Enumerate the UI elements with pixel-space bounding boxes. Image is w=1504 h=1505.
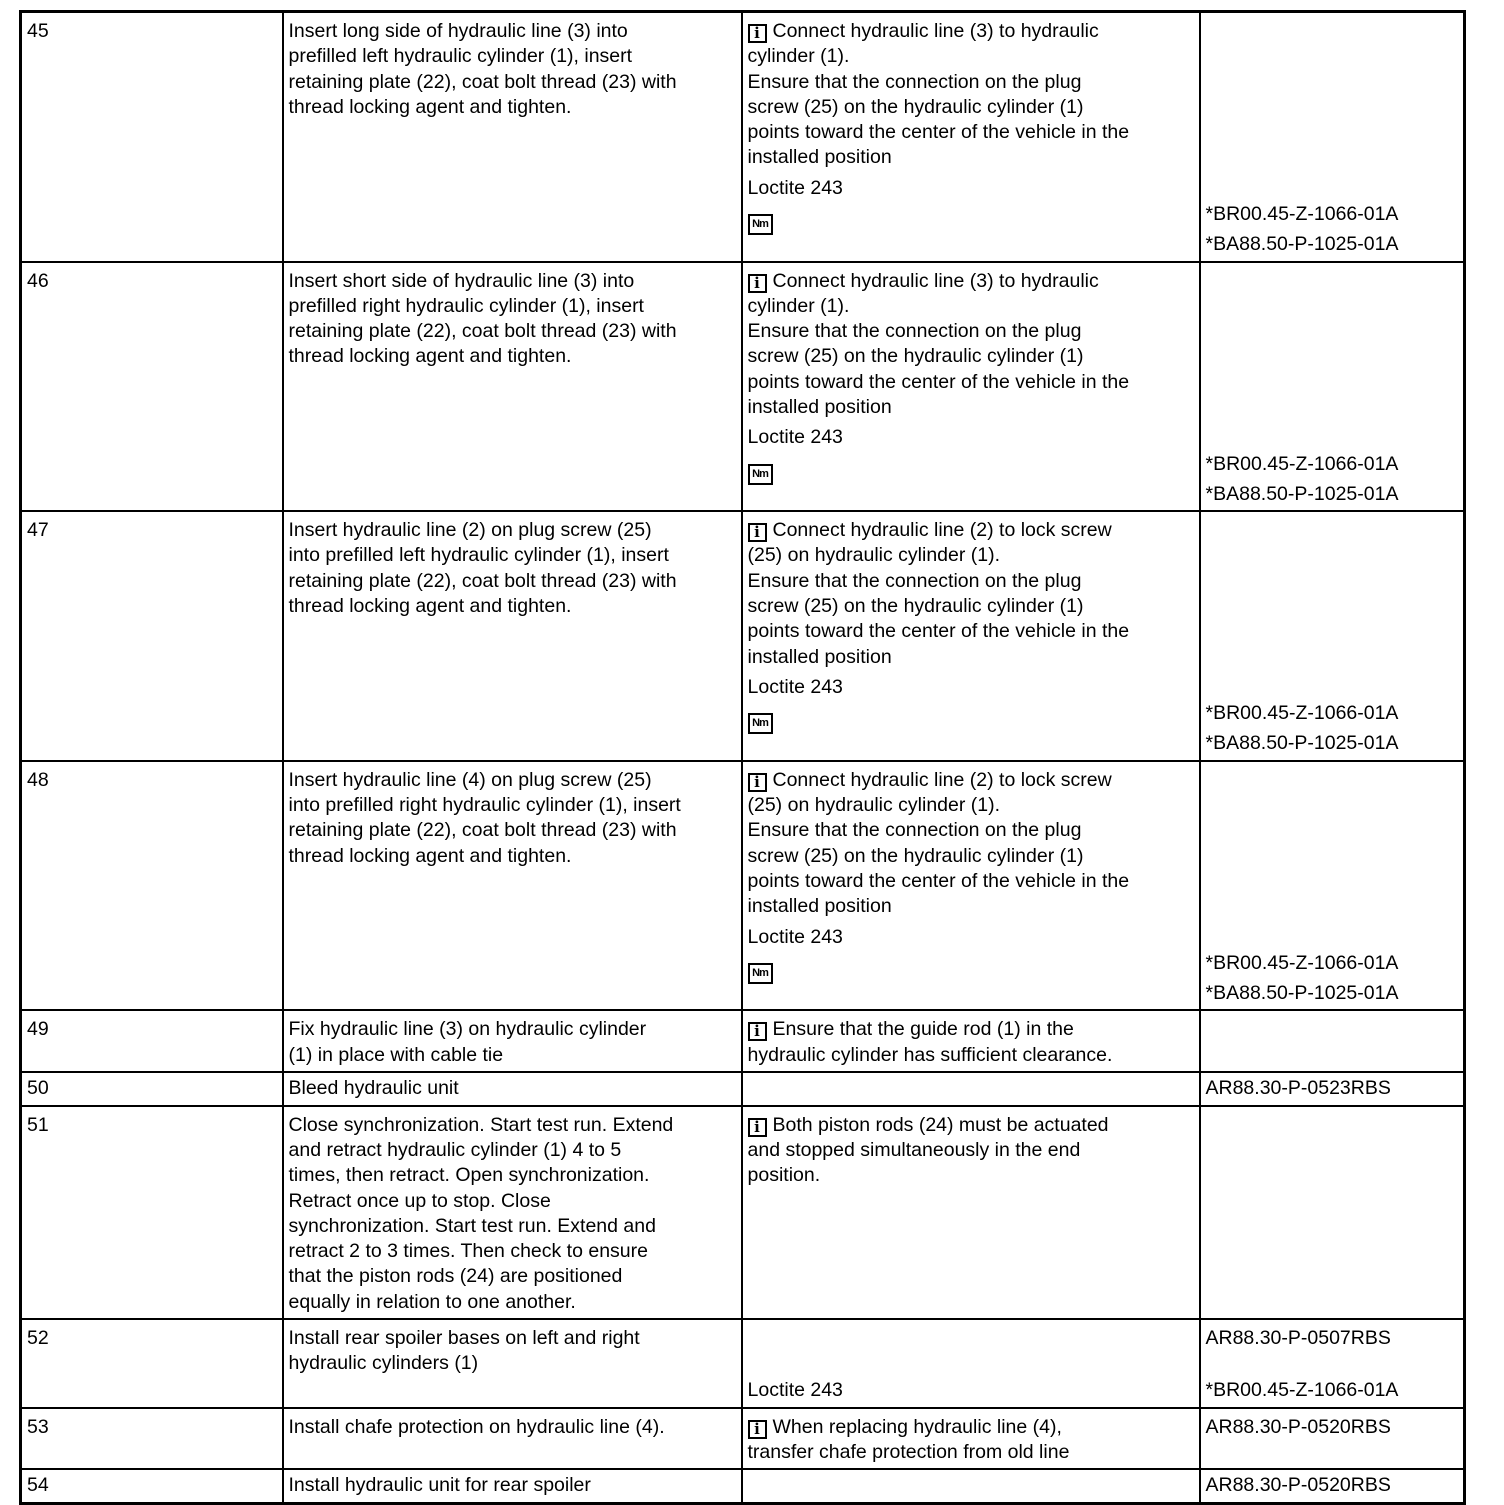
reference-link[interactable]: *BA88.50-P-1025-01A <box>1205 482 1399 505</box>
operation-line: Close synchronization. Start test run. Extend <box>288 1113 674 1136</box>
torque-icon: Nm <box>748 713 773 734</box>
reference-link[interactable]: AR88.30-P-0520RBS <box>1205 1415 1391 1438</box>
note-line: points toward the center of the vehicle in the <box>747 370 1130 393</box>
reference-cell <box>1200 1408 1465 1470</box>
operation-cell <box>283 761 742 1011</box>
info-icon: i <box>748 773 767 792</box>
note-line: Connect hydraulic line (2) to lock screw <box>772 768 1112 791</box>
reference-link[interactable]: *BA88.50-P-1025-01A <box>1205 732 1399 755</box>
reference-cell <box>1200 1469 1465 1503</box>
operation-line: hydraulic cylinders (1) <box>288 1352 479 1375</box>
note-line: Ensure that the connection on the plug <box>747 320 1082 343</box>
operation-cell <box>283 1319 742 1408</box>
table-row <box>21 1106 1465 1319</box>
operation-line: Insert short side of hydraulic line (3) into <box>288 269 635 292</box>
note-line: and stopped simultaneously in the end <box>747 1138 1081 1161</box>
step-number: 47 <box>27 519 49 542</box>
operation-cell <box>283 1072 742 1105</box>
thread-locker-label: Loctite 243 <box>747 675 843 698</box>
operation-line: retract 2 to 3 times. Then check to ensure <box>288 1240 648 1263</box>
step-cell <box>21 1319 283 1408</box>
operation-line: Install hydraulic unit for rear spoiler <box>288 1474 591 1497</box>
thread-locker-label: Loctite 243 <box>747 426 843 449</box>
note-line: screw (25) on the hydraulic cylinder (1) <box>747 95 1084 118</box>
note-line: hydraulic cylinder has sufficient clearance. <box>747 1043 1113 1066</box>
operation-line: Insert hydraulic line (4) on plug screw (25) <box>288 768 652 791</box>
table-row <box>21 1408 1465 1470</box>
operation-line: retaining plate (22), coat bolt thread (23) with <box>288 70 677 93</box>
table-row <box>21 1319 1465 1408</box>
table-row <box>21 761 1465 1011</box>
info-icon: i <box>748 1420 767 1439</box>
reference-cell <box>1200 1319 1465 1408</box>
note-line: position. <box>747 1164 821 1187</box>
step-cell <box>21 761 283 1011</box>
step-number: 53 <box>27 1415 49 1438</box>
procedure-table <box>19 10 1466 1505</box>
operation-line: Insert hydraulic line (2) on plug screw (25) <box>288 519 652 542</box>
operation-line: Install chafe protection on hydraulic line (4). <box>288 1415 665 1438</box>
operation-line: Fix hydraulic line (3) on hydraulic cylinder <box>288 1018 647 1041</box>
thread-locker-label: Loctite 243 <box>747 1379 843 1402</box>
operation-line: Install rear spoiler bases on left and right <box>288 1327 640 1350</box>
note-line: Connect hydraulic line (3) to hydraulic <box>772 269 1099 292</box>
torque-icon: Nm <box>748 214 773 235</box>
note-line: points toward the center of the vehicle in the <box>747 869 1130 892</box>
torque-icon: Nm <box>748 963 773 984</box>
reference-link[interactable]: AR88.30-P-0507RBS <box>1205 1327 1391 1350</box>
operation-cell <box>283 1469 742 1503</box>
info-icon: i <box>748 1118 767 1137</box>
operation-cell <box>283 1408 742 1470</box>
operation-line: Bleed hydraulic unit <box>288 1077 459 1100</box>
operation-line: prefilled right hydraulic cylinder (1), insert <box>288 294 644 317</box>
step-number: 48 <box>27 768 49 791</box>
operation-line: retaining plate (22), coat bolt thread (23) with <box>288 569 677 592</box>
note-cell <box>742 1010 1200 1072</box>
operation-line: synchronization. Start test run. Extend and <box>288 1214 656 1237</box>
note-line: Ensure that the connection on the plug <box>747 819 1082 842</box>
table-row <box>21 1469 1465 1503</box>
step-cell <box>21 1408 283 1470</box>
operation-line: Insert long side of hydraulic line (3) into <box>288 20 628 42</box>
table-row <box>21 1010 1465 1072</box>
thread-locker-label: Loctite 243 <box>747 176 843 199</box>
note-cell <box>742 12 1200 262</box>
note-line: (25) on hydraulic cylinder (1). <box>747 544 1001 567</box>
operation-line: thread locking agent and tighten. <box>288 95 572 118</box>
operation-line: Retract once up to stop. Close <box>288 1189 551 1212</box>
operation-cell <box>283 511 742 761</box>
operation-line: retaining plate (22), coat bolt thread (23) with <box>288 320 677 343</box>
operation-line: and retract hydraulic cylinder (1) 4 to 5 <box>288 1138 622 1161</box>
operation-cell <box>283 1106 742 1319</box>
note-cell <box>742 1408 1200 1470</box>
note-cell <box>742 1106 1200 1319</box>
info-icon: i <box>748 1022 767 1041</box>
note-line: points toward the center of the vehicle in the <box>747 121 1130 144</box>
operation-cell <box>283 12 742 262</box>
operation-cell <box>283 1010 742 1072</box>
step-cell <box>21 1072 283 1105</box>
table-row <box>21 1072 1465 1105</box>
note-line: installed position <box>747 396 892 419</box>
step-number: 51 <box>27 1113 49 1136</box>
note-line: transfer chafe protection from old line <box>747 1440 1070 1463</box>
step-number: 52 <box>27 1327 49 1350</box>
table-row <box>21 262 1465 512</box>
operation-cell <box>283 262 742 512</box>
operation-line: thread locking agent and tighten. <box>288 844 572 867</box>
info-icon: i <box>748 274 767 293</box>
note-line: Ensure that the connection on the plug <box>747 70 1082 93</box>
note-line: points toward the center of the vehicle in the <box>747 620 1130 643</box>
note-line: screw (25) on the hydraulic cylinder (1) <box>747 844 1084 867</box>
note-line: Connect hydraulic line (3) to hydraulic <box>772 20 1099 42</box>
note-line: screw (25) on the hydraulic cylinder (1) <box>747 595 1084 618</box>
reference-cell <box>1200 1072 1465 1105</box>
note-line: (25) on hydraulic cylinder (1). <box>747 794 1001 817</box>
note-line: Connect hydraulic line (2) to lock screw <box>772 519 1112 542</box>
note-line: installed position <box>747 895 892 918</box>
reference-link[interactable]: AR88.30-P-0523RBS <box>1205 1077 1391 1100</box>
reference-link[interactable]: *BA88.50-P-1025-01A <box>1205 233 1399 256</box>
step-cell <box>21 1469 283 1503</box>
note-line: installed position <box>747 146 892 169</box>
note-cell <box>742 1319 1200 1408</box>
note-line: screw (25) on the hydraulic cylinder (1) <box>747 345 1084 368</box>
reference-link[interactable]: *BR00.45-Z-1066-01A <box>1205 452 1399 475</box>
step-cell <box>21 1010 283 1072</box>
reference-link[interactable]: *BR00.45-Z-1066-01A <box>1205 702 1399 725</box>
note-line: Both piston rods (24) must be actuated <box>772 1113 1109 1136</box>
reference-link[interactable]: *BR00.45-Z-1066-01A <box>1205 203 1399 225</box>
operation-line: thread locking agent and tighten. <box>288 345 572 368</box>
operation-line: times, then retract. Open synchronization. <box>288 1164 650 1187</box>
reference-cell <box>1200 262 1465 512</box>
note-line: When replacing hydraulic line (4), <box>772 1415 1062 1438</box>
reference-cell <box>1200 12 1465 262</box>
step-cell <box>21 1106 283 1319</box>
note-cell <box>742 1072 1200 1105</box>
operation-line: prefilled left hydraulic cylinder (1), insert <box>288 45 633 68</box>
operation-line: into prefilled left hydraulic cylinder (1), insert <box>288 544 669 567</box>
torque-icon: Nm <box>748 464 773 485</box>
reference-cell <box>1200 511 1465 761</box>
table-row <box>21 511 1465 761</box>
note-cell <box>742 1469 1200 1503</box>
reference-link[interactable]: AR88.30-P-0520RBS <box>1205 1474 1391 1497</box>
reference-link[interactable]: *BA88.50-P-1025-01A <box>1205 982 1399 1005</box>
note-cell <box>742 511 1200 761</box>
step-cell <box>21 262 283 512</box>
operation-line: (1) in place with cable tie <box>288 1043 504 1066</box>
reference-cell <box>1200 761 1465 1011</box>
reference-link[interactable]: *BR00.45-Z-1066-01A <box>1205 951 1399 974</box>
note-cell <box>742 262 1200 512</box>
step-cell <box>21 511 283 761</box>
note-line: cylinder (1). <box>747 45 850 68</box>
table-row <box>21 12 1465 262</box>
step-number: 50 <box>27 1077 49 1100</box>
note-line: Ensure that the guide rod (1) in the <box>772 1018 1074 1041</box>
reference-cell <box>1200 1010 1465 1072</box>
operation-line: retaining plate (22), coat bolt thread (23) with <box>288 819 677 842</box>
step-number: 45 <box>27 20 49 42</box>
note-line: cylinder (1). <box>747 294 850 317</box>
step-number: 49 <box>27 1018 49 1041</box>
note-cell <box>742 761 1200 1011</box>
info-icon: i <box>748 523 767 542</box>
info-icon: i <box>748 24 767 43</box>
note-line: installed position <box>747 645 892 668</box>
step-cell <box>21 12 283 262</box>
operation-line: that the piston rods (24) are positioned <box>288 1265 623 1288</box>
operation-line: into prefilled right hydraulic cylinder (1), insert <box>288 794 681 817</box>
step-number: 54 <box>27 1474 49 1497</box>
operation-line: thread locking agent and tighten. <box>288 595 572 618</box>
thread-locker-label: Loctite 243 <box>747 925 843 948</box>
operation-line: equally in relation to one another. <box>288 1290 576 1313</box>
reference-link[interactable]: *BR00.45-Z-1066-01A <box>1205 1379 1399 1402</box>
note-line: Ensure that the connection on the plug <box>747 569 1082 592</box>
reference-cell <box>1200 1106 1465 1319</box>
step-number: 46 <box>27 269 49 292</box>
